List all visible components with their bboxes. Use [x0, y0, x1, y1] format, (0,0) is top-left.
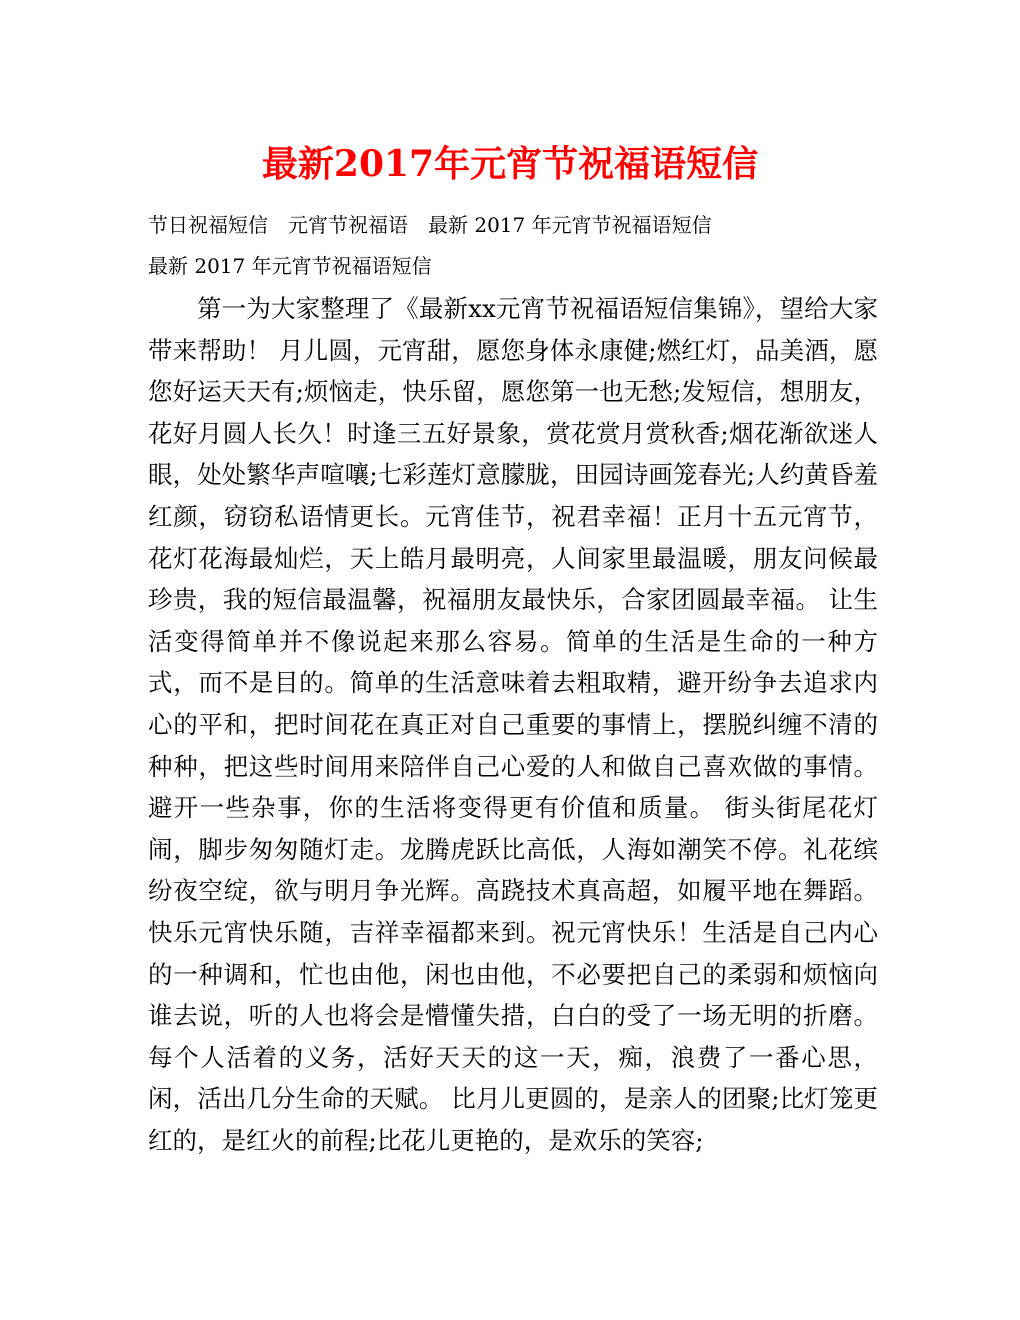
- page-title: 最新2017年元宵节祝福语短信: [261, 143, 759, 186]
- body-paragraph: 第一为大家整理了《最新xx元宵节祝福语短信集锦》，望给大家带来帮助！ 月儿圆，元宵甜，愿您身体永康健;燃红灯，品美酒，愿您好运天天有;烦恼走，快乐留，愿您第一也无愁;发短信，想朋友，花好月圆人长久！时逢三五好景象，赏花赏月赏秋香;烟花渐欲迷人眼，处处繁华声喧嚷;七彩莲灯意朦胧，田园诗画笼春光;人约黄昏羞红颜，窃窃私语情更长。元宵佳节，祝君幸福！正月十五元宵节，花灯花海最灿烂，天上皓月最明亮，人间家里最温暖，朋友问候最珍贵，我的短信最温馨，祝福朋友最快乐，合家团圆最幸福。 让生活变得简单并不像说起来那么容易。简单的生活是生命的一种方式，而不是目的。简单的生活意味着去粗取精，避开纷争去追求内心的平和，把时间花在真正对自己重要的事情上，摆脱纠缠不清的种种，把这些时间用来陪伴自己心爱的人和做自己喜欢做的事情。避开一些杂事，你的生活将变得更有价值和质量。 街头街尾花灯闹，脚步匆匆随灯走。龙腾虎跃比高低，人海如潮笑不停。礼花缤纷夜空绽，欲与明月争光辉。高跷技术真高超，如履平地在舞蹈。快乐元宵快乐随，吉祥幸福都来到。祝元宵快乐！生活是自己内心的一种调和，忙也由他，闲也由他，不必要把自己的柔弱和烦恼向谁去说，听的人也将会是懵懂失措，白白的受了一场无明的折磨。每个人活着的义务，活好天天的这一天，痴，浪费了一番心思，闲，活出几分生命的天赋。 比月儿更圆的，是亲人的团聚;比灯笼更红的，是红火的前程;比花儿更艳的，是欢乐的笑容;: [148, 294, 878, 1155]
- breadcrumb-line-2: 最新 2017 年元宵节祝福语短信: [148, 254, 432, 278]
- breadcrumb-line-1: 节日祝福短信 元宵节祝福语 最新 2017 年元宵节祝福语短信: [148, 213, 712, 237]
- document-body: [148, 288, 878, 1161]
- breadcrumb: [148, 205, 878, 287]
